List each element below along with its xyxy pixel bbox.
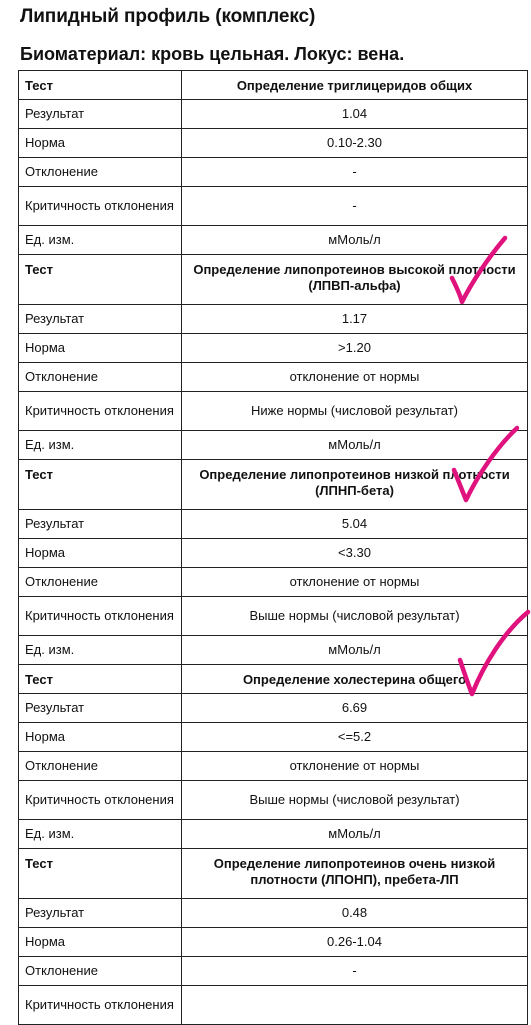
page-subtitle: Биоматериал: кровь цельная. Локус: вена. bbox=[20, 44, 405, 64]
unit-value: мМоль/л bbox=[182, 820, 528, 849]
norm-label: Норма bbox=[19, 928, 182, 957]
norm-value: 0.10-2.30 bbox=[182, 129, 528, 158]
result-label: Результат bbox=[19, 899, 182, 928]
norm-value: >1.20 bbox=[182, 334, 528, 363]
criticality-row bbox=[19, 392, 528, 431]
criticality-label: Критичность отклонения bbox=[19, 986, 182, 1025]
criticality-value: Ниже нормы (числовой результат) bbox=[182, 392, 528, 431]
result-value: 6.69 bbox=[182, 694, 528, 723]
test-header-row bbox=[19, 460, 528, 510]
result-row bbox=[19, 510, 528, 539]
result-label: Результат bbox=[19, 305, 182, 334]
unit-label: Ед. изм. bbox=[19, 431, 182, 460]
test-label: Тест bbox=[19, 255, 182, 305]
page-title: Липидный профиль (комплекс) bbox=[20, 6, 316, 27]
test-label: Тест bbox=[19, 665, 182, 694]
deviation-value: отклонение от нормы bbox=[182, 568, 528, 597]
unit-label: Ед. изм. bbox=[19, 820, 182, 849]
deviation-label: Отклонение bbox=[19, 363, 182, 392]
norm-row bbox=[19, 129, 528, 158]
deviation-value: - bbox=[182, 158, 528, 187]
result-label: Результат bbox=[19, 100, 182, 129]
deviation-value: - bbox=[182, 957, 528, 986]
unit-value: мМоль/л bbox=[182, 431, 528, 460]
test-label: Тест bbox=[19, 71, 182, 100]
norm-label: Норма bbox=[19, 129, 182, 158]
result-label: Результат bbox=[19, 510, 182, 539]
norm-label: Норма bbox=[19, 723, 182, 752]
deviation-value: отклонение от нормы bbox=[182, 752, 528, 781]
deviation-value: отклонение от нормы bbox=[182, 363, 528, 392]
result-value: 1.17 bbox=[182, 305, 528, 334]
test-header-row bbox=[19, 849, 528, 899]
criticality-row bbox=[19, 597, 528, 636]
deviation-row bbox=[19, 568, 528, 597]
deviation-row bbox=[19, 363, 528, 392]
deviation-row bbox=[19, 957, 528, 986]
criticality-row bbox=[19, 781, 528, 820]
unit-value: мМоль/л bbox=[182, 636, 528, 665]
norm-row bbox=[19, 928, 528, 957]
result-label: Результат bbox=[19, 694, 182, 723]
unit-row bbox=[19, 636, 528, 665]
result-row bbox=[19, 899, 528, 928]
norm-row bbox=[19, 723, 528, 752]
deviation-row bbox=[19, 158, 528, 187]
deviation-row bbox=[19, 752, 528, 781]
result-value: 0.48 bbox=[182, 899, 528, 928]
unit-row bbox=[19, 226, 528, 255]
result-value: 5.04 bbox=[182, 510, 528, 539]
test-header-row bbox=[19, 255, 528, 305]
test-name: Определение липопротеинов высокой плотности (ЛПВП-альфа) bbox=[182, 255, 528, 305]
unit-label: Ед. изм. bbox=[19, 636, 182, 665]
criticality-value bbox=[182, 986, 528, 1025]
criticality-label: Критичность отклонения bbox=[19, 597, 182, 636]
norm-value: 0.26-1.04 bbox=[182, 928, 528, 957]
criticality-value: Выше нормы (числовой результат) bbox=[182, 597, 528, 636]
unit-row bbox=[19, 431, 528, 460]
deviation-label: Отклонение bbox=[19, 752, 182, 781]
result-row bbox=[19, 694, 528, 723]
criticality-label: Критичность отклонения bbox=[19, 392, 182, 431]
norm-value: <3.30 bbox=[182, 539, 528, 568]
result-row bbox=[19, 305, 528, 334]
test-header-row bbox=[19, 71, 528, 100]
test-header-row bbox=[19, 665, 528, 694]
deviation-label: Отклонение bbox=[19, 957, 182, 986]
result-value: 1.04 bbox=[182, 100, 528, 129]
norm-row bbox=[19, 334, 528, 363]
norm-value: <=5.2 bbox=[182, 723, 528, 752]
test-label: Тест bbox=[19, 849, 182, 899]
test-label: Тест bbox=[19, 460, 182, 510]
result-row bbox=[19, 100, 528, 129]
criticality-value: - bbox=[182, 187, 528, 226]
unit-value: мМоль/л bbox=[182, 226, 528, 255]
test-name: Определение липопротеинов низкой плотности (ЛПНП-бета) bbox=[182, 460, 528, 510]
norm-label: Норма bbox=[19, 334, 182, 363]
deviation-label: Отклонение bbox=[19, 568, 182, 597]
norm-label: Норма bbox=[19, 539, 182, 568]
unit-label: Ед. изм. bbox=[19, 226, 182, 255]
norm-row bbox=[19, 539, 528, 568]
unit-row bbox=[19, 820, 528, 849]
criticality-label: Критичность отклонения bbox=[19, 187, 182, 226]
criticality-label: Критичность отклонения bbox=[19, 781, 182, 820]
criticality-row bbox=[19, 187, 528, 226]
deviation-label: Отклонение bbox=[19, 158, 182, 187]
criticality-value: Выше нормы (числовой результат) bbox=[182, 781, 528, 820]
criticality-row bbox=[19, 986, 528, 1025]
test-name: Определение триглицеридов общих bbox=[182, 71, 528, 100]
test-name: Определение холестерина общего bbox=[182, 665, 528, 694]
test-name: Определение липопротеинов очень низкой плотности (ЛПОНП), пребета-ЛП bbox=[182, 849, 528, 899]
lab-results-table bbox=[18, 70, 528, 1025]
